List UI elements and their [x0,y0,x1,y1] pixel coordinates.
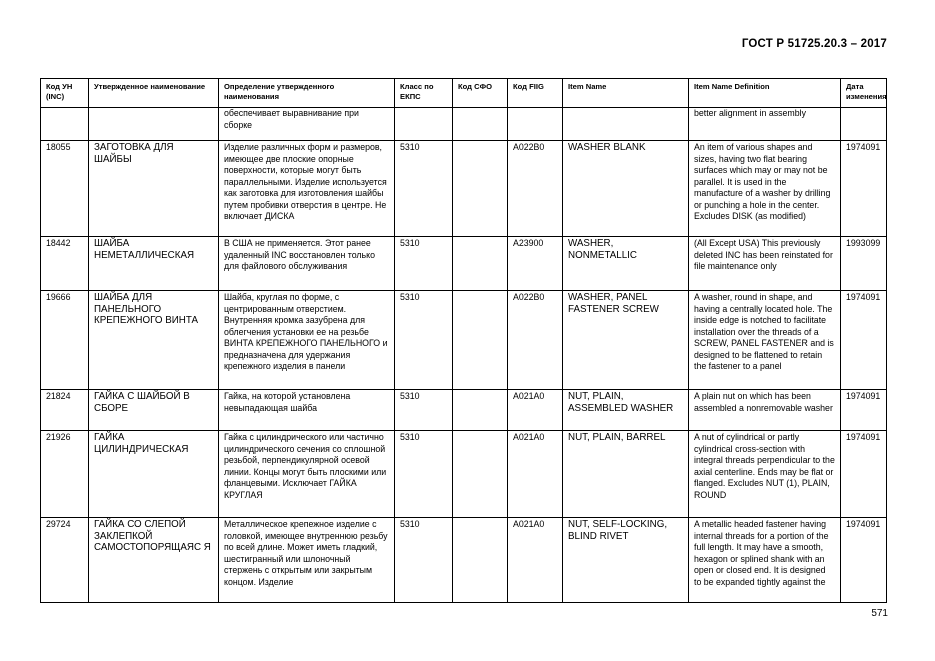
cell-item-definition: (All Except USA) This previously deleted INC has been reinstated for file maintenance only [689,237,841,291]
cell-approved-name: ГАЙКА ЦИЛИНДРИЧЕСКАЯ [89,431,219,518]
header-fiig-code: Код FIIG [508,79,563,108]
cell-sfo [453,237,508,291]
cell-item-definition: better alignment in assembly [689,108,841,141]
cell-date: 1993099 [841,237,887,291]
cell-sfo [453,291,508,390]
cell-date: 1974091 [841,390,887,431]
header-sfo-code: Код СФО [453,79,508,108]
table-row [41,390,887,431]
cell-fiig: A021A0 [508,518,563,603]
table-header [41,79,887,108]
cell-definition: Изделие различных форм и размеров, имеющее две плоские опорные поверхности, которые могут быть параллельными. Изделие используется как заготовка для изготовления шайбы путем пробивки отверстия в центре. Не включает ДИСКА [219,141,395,237]
cell-class [395,108,453,141]
cell-class: 5310 [395,518,453,603]
cell-approved-name: ЗАГОТОВКА ДЛЯ ШАЙБЫ [89,141,219,237]
cell-item-definition: A nut of cylindrical or partly cylindrical cross-section with integral threads perpendicular to the axial centerline. Ends may be flat or flanged. Excludes NUT (1), PLAIN, ROUND [689,431,841,518]
table-row [41,431,887,518]
cell-inc: 29724 [41,518,89,603]
cell-approved-name: ШАЙБА НЕМЕТАЛЛИЧЕСКАЯ [89,237,219,291]
cell-inc: 21824 [41,390,89,431]
cell-fiig [508,108,563,141]
cell-item-definition: A washer, round in shape, and having a centrally located hole. The inside edge is notched to facilitate installation over the threads of a SCREW, PANEL FASTENER and is designed to be flattened to retain the fastener to a panel [689,291,841,390]
cell-class: 5310 [395,291,453,390]
cell-definition: обеспечивает выравнивание при сборке [219,108,395,141]
cell-definition: Гайка с цилиндрического или частично цилиндрического сечения со сплошной резьбой, перпендикулярной осевой линии. Концы могут быть плоскими или фланцевыми. Исключает ГАЙКА КРУГЛАЯ [219,431,395,518]
cell-item-name: NUT, SELF-LOCKING, BLIND RIVET [563,518,689,603]
cell-item-name: NUT, PLAIN, BARREL [563,431,689,518]
header-change-date: Дата изменения [841,79,887,108]
cell-item-name [563,108,689,141]
cell-fiig: A021A0 [508,431,563,518]
cell-sfo [453,390,508,431]
cell-sfo [453,518,508,603]
table-row [41,518,887,603]
cell-item-definition: A plain nut on which has been assembled a nonremovable washer [689,390,841,431]
header-inc-code: Код УН (INC) [41,79,89,108]
standard-header: ГОСТ Р 51725.20.3 – 2017 [741,38,887,50]
cell-class: 5310 [395,141,453,237]
page-number: 571 [871,608,888,619]
cell-sfo [453,431,508,518]
table-body [41,108,887,603]
table-row [41,291,887,390]
cell-fiig: A022B0 [508,291,563,390]
cell-sfo [453,141,508,237]
cell-class: 5310 [395,390,453,431]
cell-item-name: NUT, PLAIN, ASSEMBLED WASHER [563,390,689,431]
header-item-name-definition: Item Name Definition [689,79,841,108]
cell-item-name: WASHER BLANK [563,141,689,237]
cell-date: 1974091 [841,141,887,237]
cell-item-definition: A metallic headed fastener having internal threads for a portion of the full length. It may have a smooth, hexagon or splined shank with an open or closed end. It is designed to be expanded tightly against the [689,518,841,603]
cell-date [841,108,887,141]
header-row [41,79,887,108]
cell-approved-name: ГАЙКА СО СЛЕПОЙ ЗАКЛЕПКОЙ САМОСТОПОРЯЩАЯС Я [89,518,219,603]
cell-inc [41,108,89,141]
nomenclature-table [40,78,887,603]
cell-definition: В США не применяется. Этот ранее удаленный INC восстановлен только для файлового обслуживания [219,237,395,291]
table-row [41,141,887,237]
table-row [41,237,887,291]
cell-inc: 21926 [41,431,89,518]
cell-class: 5310 [395,237,453,291]
header-ekps-class: Класс по ЕКПС [395,79,453,108]
cell-item-name: WASHER, PANEL FASTENER SCREW [563,291,689,390]
cell-inc: 18055 [41,141,89,237]
cell-approved-name: ГАЙКА С ШАЙБОЙ В СБОРЕ [89,390,219,431]
header-item-name: Item Name [563,79,689,108]
cell-definition: Шайба, круглая по форме, с центрированным отверстием. Внутренняя кромка зазубрена для облегчения установки ее на резьбе ВИНТА КРЕПЕЖНОГО ПАНЕЛЬНОГО и предназначена для удержания крепежного изделия в панели [219,291,395,390]
cell-class: 5310 [395,431,453,518]
cell-date: 1974091 [841,291,887,390]
header-approved-name: Утвержденное наименование [89,79,219,108]
cell-approved-name [89,108,219,141]
cell-inc: 18442 [41,237,89,291]
cell-date: 1974091 [841,431,887,518]
cell-sfo [453,108,508,141]
header-approved-name-definition: Определение утвержденного наименования [219,79,395,108]
cell-definition: Металлическое крепежное изделие с головкой, имеющее внутреннюю резьбу по всей длине. Может иметь гладкий, шестигранный или шлоночный стержень с открытым или закрытым концом. Изделие [219,518,395,603]
cell-fiig: A021A0 [508,390,563,431]
cell-inc: 19666 [41,291,89,390]
cell-date: 1974091 [841,518,887,603]
cell-fiig: A022B0 [508,141,563,237]
cell-item-name: WASHER, NONMETALLIC [563,237,689,291]
cell-approved-name: ШАЙБА ДЛЯ ПАНЕЛЬНОГО КРЕПЕЖНОГО ВИНТА [89,291,219,390]
cell-definition: Гайка, на которой установлена невыпадающая шайба [219,390,395,431]
table-row [41,108,887,141]
cell-item-definition: An item of various shapes and sizes, having two flat bearing surfaces which may or may not be parallel. It is used in the manufacture of a washer by drilling or punching a hole in the center. Excludes DISK (as modified) [689,141,841,237]
cell-fiig: A23900 [508,237,563,291]
